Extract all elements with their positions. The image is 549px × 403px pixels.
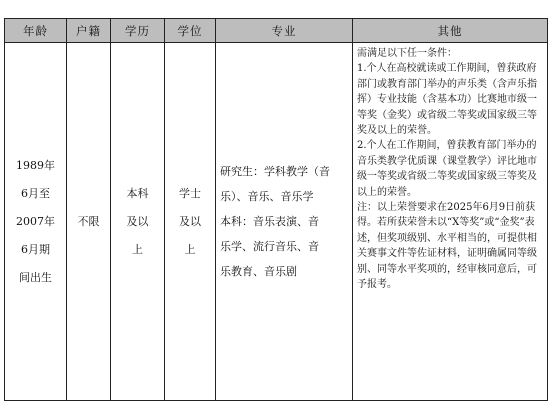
recruitment-requirements-table bbox=[4, 18, 548, 401]
header-other: 其他 bbox=[353, 19, 548, 43]
header-education: 学历 bbox=[111, 19, 165, 43]
age-line: 2007年 bbox=[16, 214, 55, 228]
table-row bbox=[5, 43, 548, 401]
household-cell bbox=[67, 43, 111, 401]
age-line: 1989年 bbox=[16, 158, 55, 172]
degree-line: 学士 bbox=[179, 186, 201, 200]
major-line: 研究生：学科教学（音 bbox=[220, 165, 330, 178]
age-line: 间出生 bbox=[19, 270, 52, 284]
major-line: 乐教育、音乐剧 bbox=[220, 265, 297, 278]
degree-line: 及以 bbox=[179, 214, 201, 228]
other-cell bbox=[353, 43, 548, 401]
major-cell bbox=[216, 43, 353, 401]
other-condition-1: 1.个人在高校就读或工作期间，曾获政府部门或教育部门举办的声乐类（含声乐指挥）专业技能（含基本功）比赛地市级一等奖（金奖）或省级二等奖或国家级三等奖及以上的荣誉。 bbox=[357, 63, 537, 137]
education-line: 及以 bbox=[126, 214, 149, 228]
age-cell bbox=[5, 43, 67, 401]
header-row bbox=[5, 19, 548, 43]
degree-line: 上 bbox=[184, 242, 196, 256]
age-line: 6月期 bbox=[21, 242, 50, 256]
education-line: 上 bbox=[132, 242, 143, 256]
header-major: 专业 bbox=[216, 19, 353, 43]
header-household: 户籍 bbox=[67, 19, 111, 43]
major-line: 乐学、流行音乐、音 bbox=[220, 240, 319, 253]
header-age: 年龄 bbox=[5, 19, 67, 43]
education-line: 本科 bbox=[126, 186, 149, 200]
other-note: 注：以上荣誉要求在2025年6月9日前获得。若所获荣誉未以“X等奖”或“金奖”表述，但奖项级别、水平相当的，可提供相关赛事文件等佐证材料，证明确属同等级别、同等水平奖项的，经审核同意后，可予报考。 bbox=[357, 202, 537, 291]
major-line: 本科：音乐表演、音 bbox=[220, 215, 319, 228]
degree-cell bbox=[165, 43, 216, 401]
other-condition-2: 2.个人在工作期间，曾获教育部门举办的音乐类教学优质课（课堂教学）评比地市级一等奖或省级二等奖或国家级三等奖及以上的荣誉。 bbox=[357, 140, 537, 198]
age-line: 6月至 bbox=[21, 186, 50, 200]
major-line: 乐）、音乐、音乐学 bbox=[220, 190, 314, 203]
other-intro: 需满足以下任一条件： bbox=[357, 48, 457, 59]
education-cell bbox=[111, 43, 165, 401]
household-value: 不限 bbox=[77, 214, 100, 228]
header-degree: 学位 bbox=[165, 19, 216, 43]
